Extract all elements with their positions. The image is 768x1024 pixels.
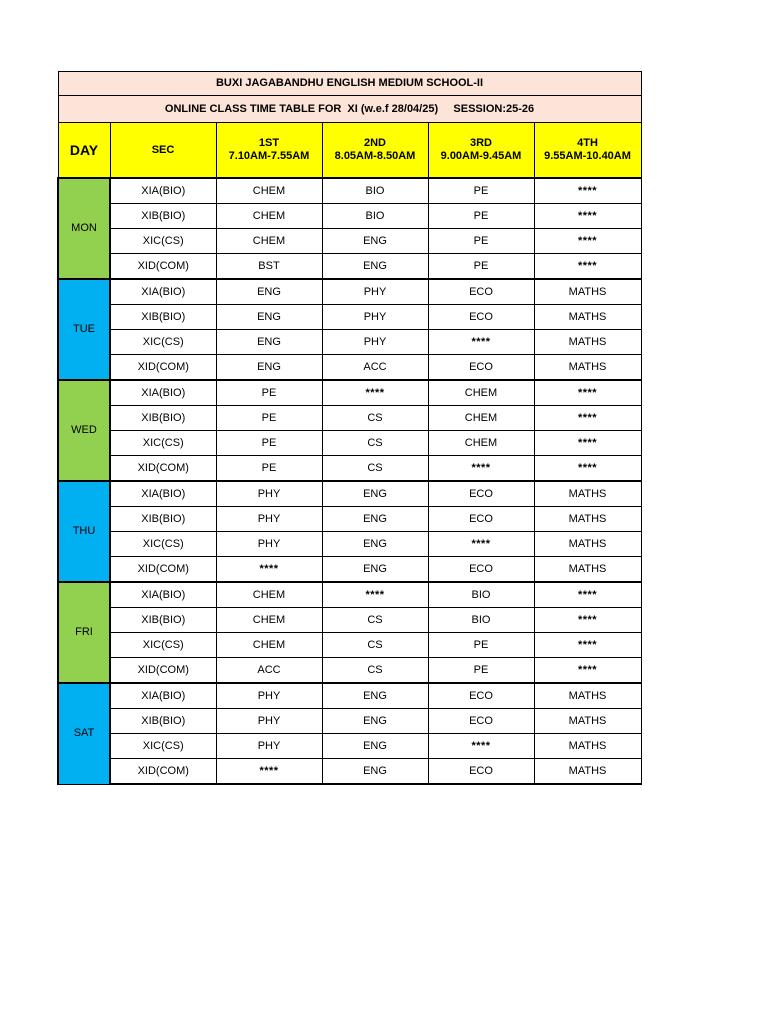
table-row xyxy=(58,658,641,684)
table-row xyxy=(58,330,641,355)
day-column-header: DAY xyxy=(58,123,110,179)
period-3-cell: BIO xyxy=(428,582,534,608)
table-row xyxy=(58,355,641,381)
period-4-cell: **** xyxy=(534,456,641,482)
period-2-label: 2ND xyxy=(363,137,386,149)
period-3-cell: ECO xyxy=(428,683,534,709)
period-3-cell: **** xyxy=(428,734,534,759)
section-cell: XID(COM) xyxy=(110,355,216,381)
period-1-cell: ENG xyxy=(216,355,322,381)
period-1-cell: PHY xyxy=(216,507,322,532)
period-4-cell: MATHS xyxy=(534,507,641,532)
period-4-label: 4TH xyxy=(577,137,598,149)
table-row xyxy=(58,456,641,482)
period-1-cell: PE xyxy=(216,456,322,482)
period-1-cell: ENG xyxy=(216,330,322,355)
table-row xyxy=(58,305,641,330)
table-row xyxy=(58,633,641,658)
timetable-document xyxy=(57,71,640,785)
period-2-cell: ENG xyxy=(322,481,428,507)
period-4-cell: MATHS xyxy=(534,355,641,381)
period-2-cell: ENG xyxy=(322,759,428,785)
period-1-cell: PE xyxy=(216,431,322,456)
period-2-cell: **** xyxy=(322,380,428,406)
period-1-cell: PHY xyxy=(216,709,322,734)
period-3-header xyxy=(428,123,534,179)
period-4-cell: MATHS xyxy=(534,709,641,734)
period-1-label: 1ST xyxy=(258,137,280,149)
period-2-time: 8.05AM-8.50AM xyxy=(334,150,416,162)
period-4-cell: **** xyxy=(534,380,641,406)
period-4-cell: **** xyxy=(534,178,641,204)
table-row xyxy=(58,734,641,759)
section-cell: XIA(BIO) xyxy=(110,279,216,305)
period-1-cell: ACC xyxy=(216,658,322,684)
period-1-time: 7.10AM-7.55AM xyxy=(228,150,310,162)
section-cell: XIC(CS) xyxy=(110,229,216,254)
table-row xyxy=(58,759,641,785)
table-row xyxy=(58,229,641,254)
period-4-cell: MATHS xyxy=(534,330,641,355)
period-3-cell: PE xyxy=(428,204,534,229)
period-3-cell: ECO xyxy=(428,507,534,532)
period-4-cell: MATHS xyxy=(534,557,641,583)
period-2-cell: CS xyxy=(322,456,428,482)
period-4-cell: MATHS xyxy=(534,305,641,330)
day-cell-tue: TUE xyxy=(58,279,110,380)
period-1-cell: **** xyxy=(216,557,322,583)
section-cell: XIC(CS) xyxy=(110,431,216,456)
period-3-cell: PE xyxy=(428,658,534,684)
period-1-cell: CHEM xyxy=(216,633,322,658)
period-3-cell: ECO xyxy=(428,709,534,734)
day-cell-sat: SAT xyxy=(58,683,110,784)
period-2-cell: PHY xyxy=(322,305,428,330)
period-4-cell: **** xyxy=(534,229,641,254)
table-row xyxy=(58,608,641,633)
period-2-cell: ENG xyxy=(322,532,428,557)
period-4-cell: **** xyxy=(534,608,641,633)
day-cell-wed: WED xyxy=(58,380,110,481)
table-row xyxy=(58,380,641,406)
table-row xyxy=(58,279,641,305)
section-cell: XIA(BIO) xyxy=(110,683,216,709)
period-4-cell: **** xyxy=(534,254,641,280)
period-4-cell: MATHS xyxy=(534,279,641,305)
section-cell: XID(COM) xyxy=(110,456,216,482)
table-row xyxy=(58,406,641,431)
period-4-cell: MATHS xyxy=(534,683,641,709)
period-2-cell: ENG xyxy=(322,734,428,759)
timetable-subtitle: ONLINE CLASS TIME TABLE FOR XI (w.e.f 28/04/25) SESSION:25-26 xyxy=(58,96,641,123)
period-2-cell: ACC xyxy=(322,355,428,381)
period-3-cell: CHEM xyxy=(428,431,534,456)
period-3-cell: PE xyxy=(428,254,534,280)
period-1-cell: PE xyxy=(216,380,322,406)
period-4-cell: **** xyxy=(534,633,641,658)
period-2-cell: BIO xyxy=(322,204,428,229)
period-1-cell: PHY xyxy=(216,532,322,557)
table-row xyxy=(58,481,641,507)
period-1-cell: PHY xyxy=(216,734,322,759)
period-2-header xyxy=(322,123,428,179)
period-2-cell: ENG xyxy=(322,254,428,280)
section-cell: XIB(BIO) xyxy=(110,204,216,229)
table-row xyxy=(58,507,641,532)
section-cell: XIA(BIO) xyxy=(110,481,216,507)
table-row xyxy=(58,709,641,734)
period-2-cell: CS xyxy=(322,658,428,684)
section-cell: XID(COM) xyxy=(110,557,216,583)
period-2-cell: CS xyxy=(322,431,428,456)
period-1-header xyxy=(216,123,322,179)
period-3-cell: ECO xyxy=(428,355,534,381)
period-3-cell: ECO xyxy=(428,557,534,583)
period-1-cell: CHEM xyxy=(216,204,322,229)
period-3-cell: CHEM xyxy=(428,380,534,406)
period-3-cell: PE xyxy=(428,633,534,658)
timetable xyxy=(57,71,642,785)
day-cell-mon: MON xyxy=(58,178,110,279)
period-4-cell: MATHS xyxy=(534,532,641,557)
day-cell-fri: FRI xyxy=(58,582,110,683)
section-cell: XIC(CS) xyxy=(110,633,216,658)
period-3-cell: ECO xyxy=(428,759,534,785)
period-3-cell: **** xyxy=(428,532,534,557)
table-row xyxy=(58,431,641,456)
period-2-cell: CS xyxy=(322,633,428,658)
day-cell-thu: THU xyxy=(58,481,110,582)
period-1-cell: ENG xyxy=(216,305,322,330)
period-1-cell: **** xyxy=(216,759,322,785)
period-2-cell: PHY xyxy=(322,330,428,355)
period-3-cell: **** xyxy=(428,330,534,355)
section-cell: XIB(BIO) xyxy=(110,406,216,431)
table-row xyxy=(58,582,641,608)
period-2-cell: PHY xyxy=(322,279,428,305)
section-cell: XID(COM) xyxy=(110,254,216,280)
period-2-cell: ENG xyxy=(322,709,428,734)
period-3-time: 9.00AM-9.45AM xyxy=(440,150,522,162)
section-cell: XIA(BIO) xyxy=(110,178,216,204)
table-row xyxy=(58,683,641,709)
section-cell: XID(COM) xyxy=(110,759,216,785)
section-cell: XIA(BIO) xyxy=(110,380,216,406)
period-1-cell: CHEM xyxy=(216,608,322,633)
period-2-cell: **** xyxy=(322,582,428,608)
period-1-cell: PHY xyxy=(216,481,322,507)
period-1-cell: ENG xyxy=(216,279,322,305)
period-3-cell: CHEM xyxy=(428,406,534,431)
period-1-cell: CHEM xyxy=(216,178,322,204)
period-1-cell: CHEM xyxy=(216,582,322,608)
section-cell: XIB(BIO) xyxy=(110,608,216,633)
period-2-cell: ENG xyxy=(322,507,428,532)
period-2-cell: CS xyxy=(322,406,428,431)
table-row xyxy=(58,254,641,280)
period-4-cell: MATHS xyxy=(534,759,641,785)
period-3-cell: PE xyxy=(428,178,534,204)
period-1-cell: PHY xyxy=(216,683,322,709)
section-cell: XIB(BIO) xyxy=(110,507,216,532)
school-title: BUXI JAGABANDHU ENGLISH MEDIUM SCHOOL-II xyxy=(58,72,641,96)
period-2-cell: BIO xyxy=(322,178,428,204)
section-cell: XIC(CS) xyxy=(110,532,216,557)
period-3-cell: BIO xyxy=(428,608,534,633)
period-3-cell: **** xyxy=(428,456,534,482)
section-cell: XIB(BIO) xyxy=(110,709,216,734)
period-1-cell: BST xyxy=(216,254,322,280)
period-4-cell: **** xyxy=(534,431,641,456)
period-2-cell: ENG xyxy=(322,683,428,709)
period-3-cell: PE xyxy=(428,229,534,254)
period-3-cell: ECO xyxy=(428,481,534,507)
period-4-cell: MATHS xyxy=(534,734,641,759)
table-row xyxy=(58,204,641,229)
table-row xyxy=(58,557,641,583)
period-4-time: 9.55AM-10.40AM xyxy=(544,150,631,162)
section-cell: XIB(BIO) xyxy=(110,305,216,330)
period-3-cell: ECO xyxy=(428,279,534,305)
period-3-label: 3RD xyxy=(469,137,492,149)
period-4-header xyxy=(534,123,641,179)
period-4-cell: MATHS xyxy=(534,481,641,507)
section-cell: XID(COM) xyxy=(110,658,216,684)
period-4-cell: **** xyxy=(534,658,641,684)
period-2-cell: ENG xyxy=(322,229,428,254)
period-4-cell: **** xyxy=(534,582,641,608)
period-1-cell: PE xyxy=(216,406,322,431)
section-cell: XIA(BIO) xyxy=(110,582,216,608)
section-cell: XIC(CS) xyxy=(110,330,216,355)
table-row xyxy=(58,532,641,557)
table-row xyxy=(58,178,641,204)
period-2-cell: ENG xyxy=(322,557,428,583)
period-4-cell: **** xyxy=(534,406,641,431)
sec-column-header: SEC xyxy=(110,123,216,179)
period-1-cell: CHEM xyxy=(216,229,322,254)
period-2-cell: CS xyxy=(322,608,428,633)
period-4-cell: **** xyxy=(534,204,641,229)
section-cell: XIC(CS) xyxy=(110,734,216,759)
period-3-cell: ECO xyxy=(428,305,534,330)
